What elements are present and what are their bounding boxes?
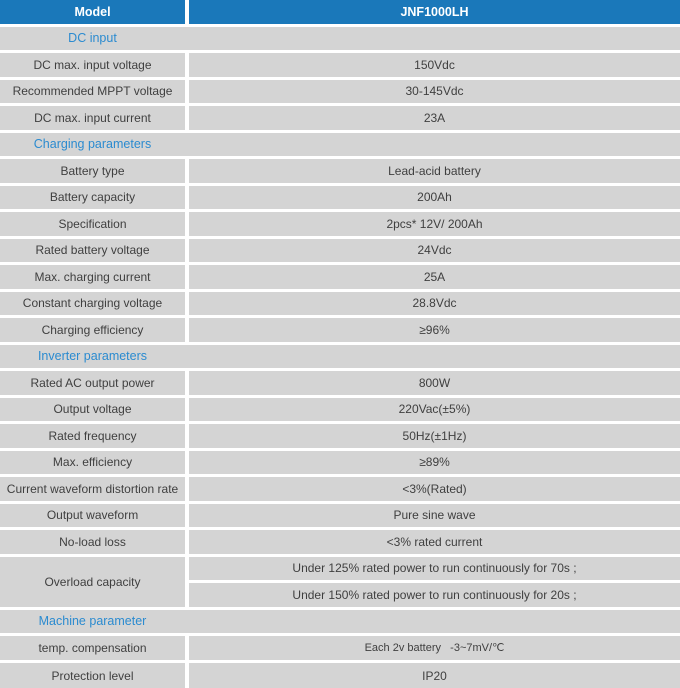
table-row <box>0 265 680 289</box>
table-row <box>0 80 680 104</box>
row-label: Max. charging current <box>0 265 185 289</box>
row-label: Battery capacity <box>0 186 185 210</box>
row-value: Each 2v battery -3~7mV/℃ <box>189 636 680 660</box>
row-value: 150Vdc <box>189 53 680 77</box>
section-title: Inverter parameters <box>37 349 148 364</box>
row-value: 2pcs* 12V/ 200Ah <box>189 212 680 236</box>
row-label: Battery type <box>0 159 185 183</box>
section-row-dc-input <box>0 27 680 51</box>
row-label: Max. efficiency <box>0 451 185 475</box>
row-label: Rated AC output power <box>0 371 185 395</box>
header-model-label: Model <box>0 0 185 24</box>
row-value: 30-145Vdc <box>189 80 680 104</box>
row-label: Overload capacity <box>0 557 185 607</box>
table-row <box>0 504 680 528</box>
section-row-charging <box>0 133 680 157</box>
row-value: <3%(Rated) <box>189 477 680 501</box>
row-label: DC max. input current <box>0 106 185 130</box>
row-value: ≥89% <box>189 451 680 475</box>
section-title: Machine parameter <box>38 614 147 629</box>
row-value: IP20 <box>189 663 680 688</box>
table-row <box>0 371 680 395</box>
row-label: Rated frequency <box>0 424 185 448</box>
row-label: Constant charging voltage <box>0 292 185 316</box>
table-row <box>0 212 680 236</box>
table-row <box>0 424 680 448</box>
row-value: 28.8Vdc <box>189 292 680 316</box>
table-row <box>0 663 680 688</box>
table-row <box>0 636 680 660</box>
row-label: temp. compensation <box>0 636 185 660</box>
row-value: 24Vdc <box>189 239 680 263</box>
row-value: 23A <box>189 106 680 130</box>
overload-value-150: Under 150% rated power to run continuously for 20s ; <box>189 583 680 607</box>
table-row <box>0 53 680 77</box>
row-label: DC max. input voltage <box>0 53 185 77</box>
row-label: Output voltage <box>0 398 185 422</box>
table-row <box>0 239 680 263</box>
table-row <box>0 398 680 422</box>
row-value: 200Ah <box>189 186 680 210</box>
row-value: Lead-acid battery <box>189 159 680 183</box>
row-value: ≥96% <box>189 318 680 342</box>
section-row-machine <box>0 610 680 634</box>
header-model-value: JNF1000LH <box>189 0 680 24</box>
table-row-overload-capacity <box>0 557 680 607</box>
row-value: 220Vac(±5%) <box>189 398 680 422</box>
row-label: Charging efficiency <box>0 318 185 342</box>
row-value: 800W <box>189 371 680 395</box>
row-label: Specification <box>0 212 185 236</box>
row-label: Protection level <box>0 663 185 688</box>
table-row <box>0 292 680 316</box>
section-title: DC input <box>68 31 117 46</box>
row-value: <3% rated current <box>189 530 680 554</box>
row-label: Recommended MPPT voltage <box>0 80 185 104</box>
table-row <box>0 186 680 210</box>
table-header-row <box>0 0 680 24</box>
row-value: Pure sine wave <box>189 504 680 528</box>
row-value: 25A <box>189 265 680 289</box>
table-row <box>0 451 680 475</box>
table-row <box>0 530 680 554</box>
row-value: 50Hz(±1Hz) <box>189 424 680 448</box>
table-row <box>0 318 680 342</box>
row-label: Current waveform distortion rate <box>0 477 185 501</box>
table-row <box>0 106 680 130</box>
overload-value-125: Under 125% rated power to run continuously for 70s ; <box>189 557 680 581</box>
section-row-inverter <box>0 345 680 369</box>
section-title: Charging parameters <box>33 137 152 152</box>
table-row <box>0 477 680 501</box>
table-row <box>0 159 680 183</box>
row-label: No-load loss <box>0 530 185 554</box>
row-label: Rated battery voltage <box>0 239 185 263</box>
row-label: Output waveform <box>0 504 185 528</box>
